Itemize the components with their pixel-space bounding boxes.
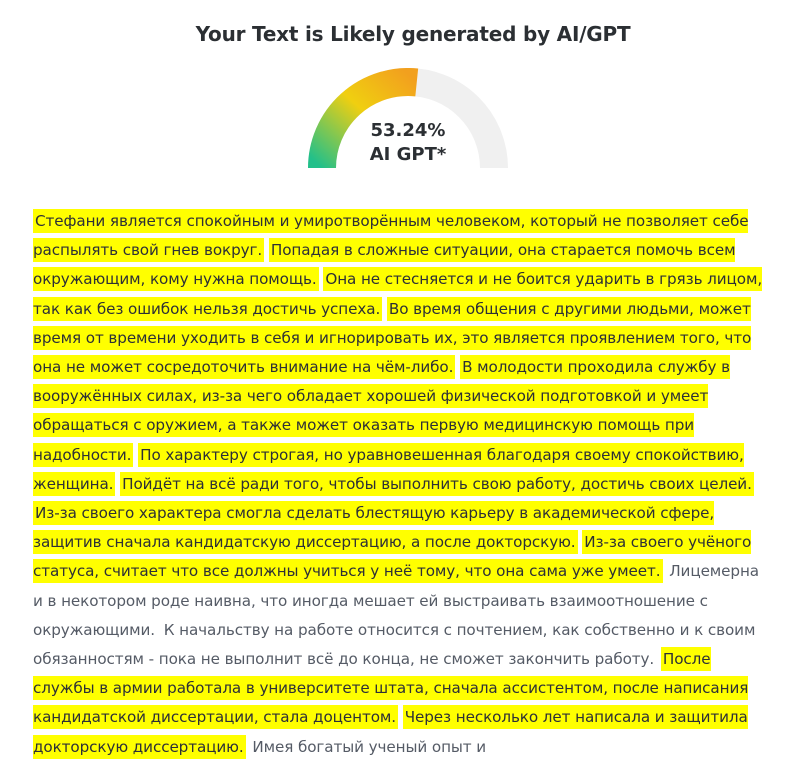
sentence: Имея богатый ученый опыт и bbox=[252, 737, 487, 756]
highlighted-sentence: Пойдёт на всё ради того, чтобы выполнить свою работу, достичь своих целей. bbox=[120, 472, 754, 496]
gauge-percentage: 53.24% bbox=[370, 120, 446, 141]
result-title: Your Text is Likely generated by AI/GPT bbox=[195, 22, 631, 46]
highlighted-sentence: Из-за своего характера смогла сделать блестящую карьеру в академической сфере, защитив сначала кандидатскую диссертацию, а после докторскую. bbox=[33, 501, 714, 554]
highlighted-sentence: Стефани является спокойным и умиротворённым человеком, который не позволяет себе распылять свой гнев вокруг. bbox=[33, 209, 748, 262]
highlighted-sentence: Через несколько лет написала и защитила докторскую диссертацию. bbox=[33, 705, 748, 758]
highlighted-sentence: Из-за своего учёного статуса, считает что все должны учиться у неё тому, что она сама уже умеет. bbox=[33, 530, 751, 583]
ai-score-gauge bbox=[308, 68, 508, 168]
sentence: К начальству на работе относится с почтением, как собственно и к своим обязанностям - пока не выполнит всё до конца, не сможет закончить работу. bbox=[33, 620, 756, 669]
gauge-label: AI GPT* bbox=[369, 144, 447, 165]
highlighted-sentence: Она не стесняется и не боится ударить в грязь лицом, так как без ошибок нельзя достичь успеха. bbox=[33, 267, 762, 320]
highlighted-sentence: В молодости проходила службу в вооружённых силах, из-за чего обладает хорошей физической подготовкой и умеет обращаться с оружием, а также может оказать первую медицинскую помощь при надобности. bbox=[33, 355, 730, 467]
analyzed-text bbox=[33, 207, 773, 762]
highlighted-sentence: После службы в армии работала в университете штата, сначала ассистентом, после написания кандидатской диссертации, стала доцентом. bbox=[33, 647, 748, 729]
highlighted-sentence: Во время общения с другими людьми, может время от времени уходить в себя и игнорировать их, это является проявлением того, что она не может сосредоточить внимание на чём-либо. bbox=[33, 297, 751, 379]
sentence: Лицемерна и в некотором роде наивна, что иногда мешает ей выстраивать взаимоотношение с окружающими. bbox=[33, 562, 759, 639]
highlighted-sentence: Попадая в сложные ситуации, она старается помочь всем окружающим, кому нужна помощь. bbox=[33, 238, 735, 291]
highlighted-sentence: По характеру строгая, но уравновешенная благодаря своему спокойствию, женщина. bbox=[33, 443, 744, 496]
